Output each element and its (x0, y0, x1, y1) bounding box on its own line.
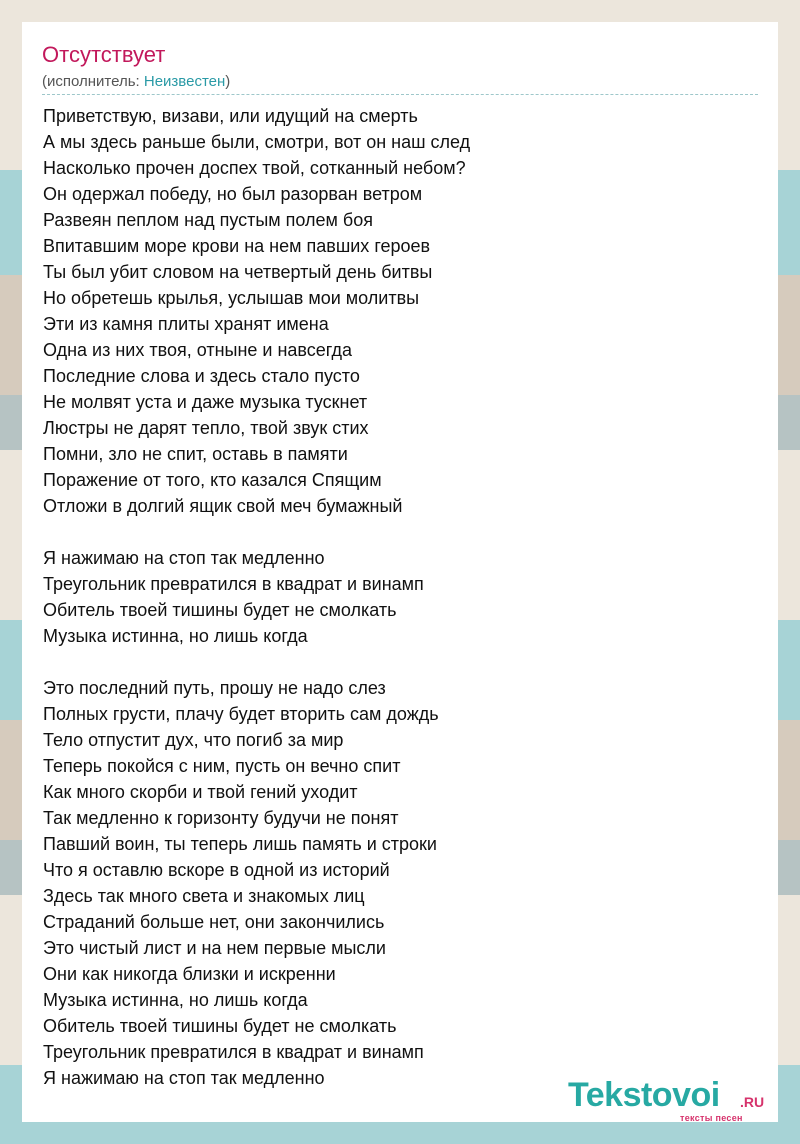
lyrics-body (43, 103, 759, 1117)
lyric-line: Он одержал победу, но был разорван ветром (43, 184, 423, 204)
lyric-line: Они как никогда близки и искренни (43, 964, 336, 984)
lyric-line: Развеян пеплом над пустым полем боя (43, 210, 374, 230)
lyric-line: Помни, зло не спит, оставь в памяти (43, 444, 348, 464)
title-divider (42, 94, 758, 95)
lyric-line: Я нажимаю на стоп так медленно (43, 548, 325, 568)
lyric-line: Не молвят уста и даже музыка тускнет (43, 392, 368, 412)
lyric-line: Здесь так много света и знакомых лиц (43, 886, 365, 906)
artist-line (42, 73, 230, 90)
lyrics-stanza (43, 103, 759, 519)
lyric-line: Это чистый лист и на нем первые мысли (43, 938, 386, 958)
lyric-line: Так медленно к горизонту будучи не понят (43, 808, 399, 828)
lyric-line: Обитель твоей тишины будет не смолкать (43, 1016, 397, 1036)
lyric-line: Музыка истинна, но лишь когда (43, 990, 308, 1010)
lyric-line: Последние слова и здесь стало пусто (43, 366, 360, 386)
song-title: Отсутствует (42, 42, 166, 67)
lyric-line: Теперь покойся с ним, пусть он вечно спит (43, 756, 401, 776)
logo-wordmark: Tekstovoi (568, 1076, 720, 1114)
site-logo[interactable] (568, 1076, 778, 1126)
lyric-line: Полных грусти, плачу будет вторить сам дождь (43, 704, 439, 724)
lyric-line: Павший воин, ты теперь лишь память и строки (43, 834, 437, 854)
lyric-line: Обитель твоей тишины будет не смолкать (43, 600, 397, 620)
lyric-line: А мы здесь раньше были, смотри, вот он наш след (43, 132, 471, 152)
lyric-line: Эти из камня плиты хранят имена (43, 314, 329, 334)
lyric-line: Треугольник превратился в квадрат и винамп (43, 574, 424, 594)
lyric-line: Я нажимаю на стоп так медленно (43, 1068, 325, 1088)
lyric-line: Это последний путь, прошу не надо слез (43, 678, 386, 698)
logo-domain: .RU (740, 1094, 765, 1110)
lyric-line: Ты был убит словом на четвертый день битвы (43, 262, 433, 282)
lyric-line: Тело отпустит дух, что погиб за мир (43, 730, 344, 750)
lyric-line: Что я оставлю вскоре в одной из историй (43, 860, 390, 880)
lyric-line: Отложи в долгий ящик свой меч бумажный (43, 496, 403, 516)
lyric-line: Треугольник превратился в квадрат и винамп (43, 1042, 424, 1062)
artist-link[interactable]: Неизвестен (143, 73, 226, 90)
lyric-line: Страданий больше нет, они закончились (43, 912, 385, 932)
lyric-line: Приветствую, визави, или идущий на смерть (43, 106, 418, 126)
lyric-line: Впитавшим море крови на нем павших героев (43, 236, 431, 256)
lyric-line: Насколько прочен доспех твой, сотканный небом? (43, 158, 466, 178)
lyric-line: Как много скорби и твой гений уходит (43, 782, 358, 802)
lyrics-stanza (43, 545, 759, 649)
lyric-line: Одна из них твоя, отныне и навсегда (43, 340, 353, 360)
artist-prefix: (исполнитель: (42, 73, 144, 90)
lyric-line: Люстры не дарят тепло, твой звук стих (43, 418, 369, 438)
artist-suffix: ) (225, 73, 231, 90)
logo-tagline: тексты песен (680, 1113, 743, 1123)
lyrics-stanza (43, 675, 759, 1091)
lyric-line: Поражение от того, кто казался Спящим (43, 470, 382, 490)
lyric-line: Но обретешь крылья, услышав мои молитвы (43, 288, 420, 308)
lyric-line: Музыка истинна, но лишь когда (43, 626, 308, 646)
